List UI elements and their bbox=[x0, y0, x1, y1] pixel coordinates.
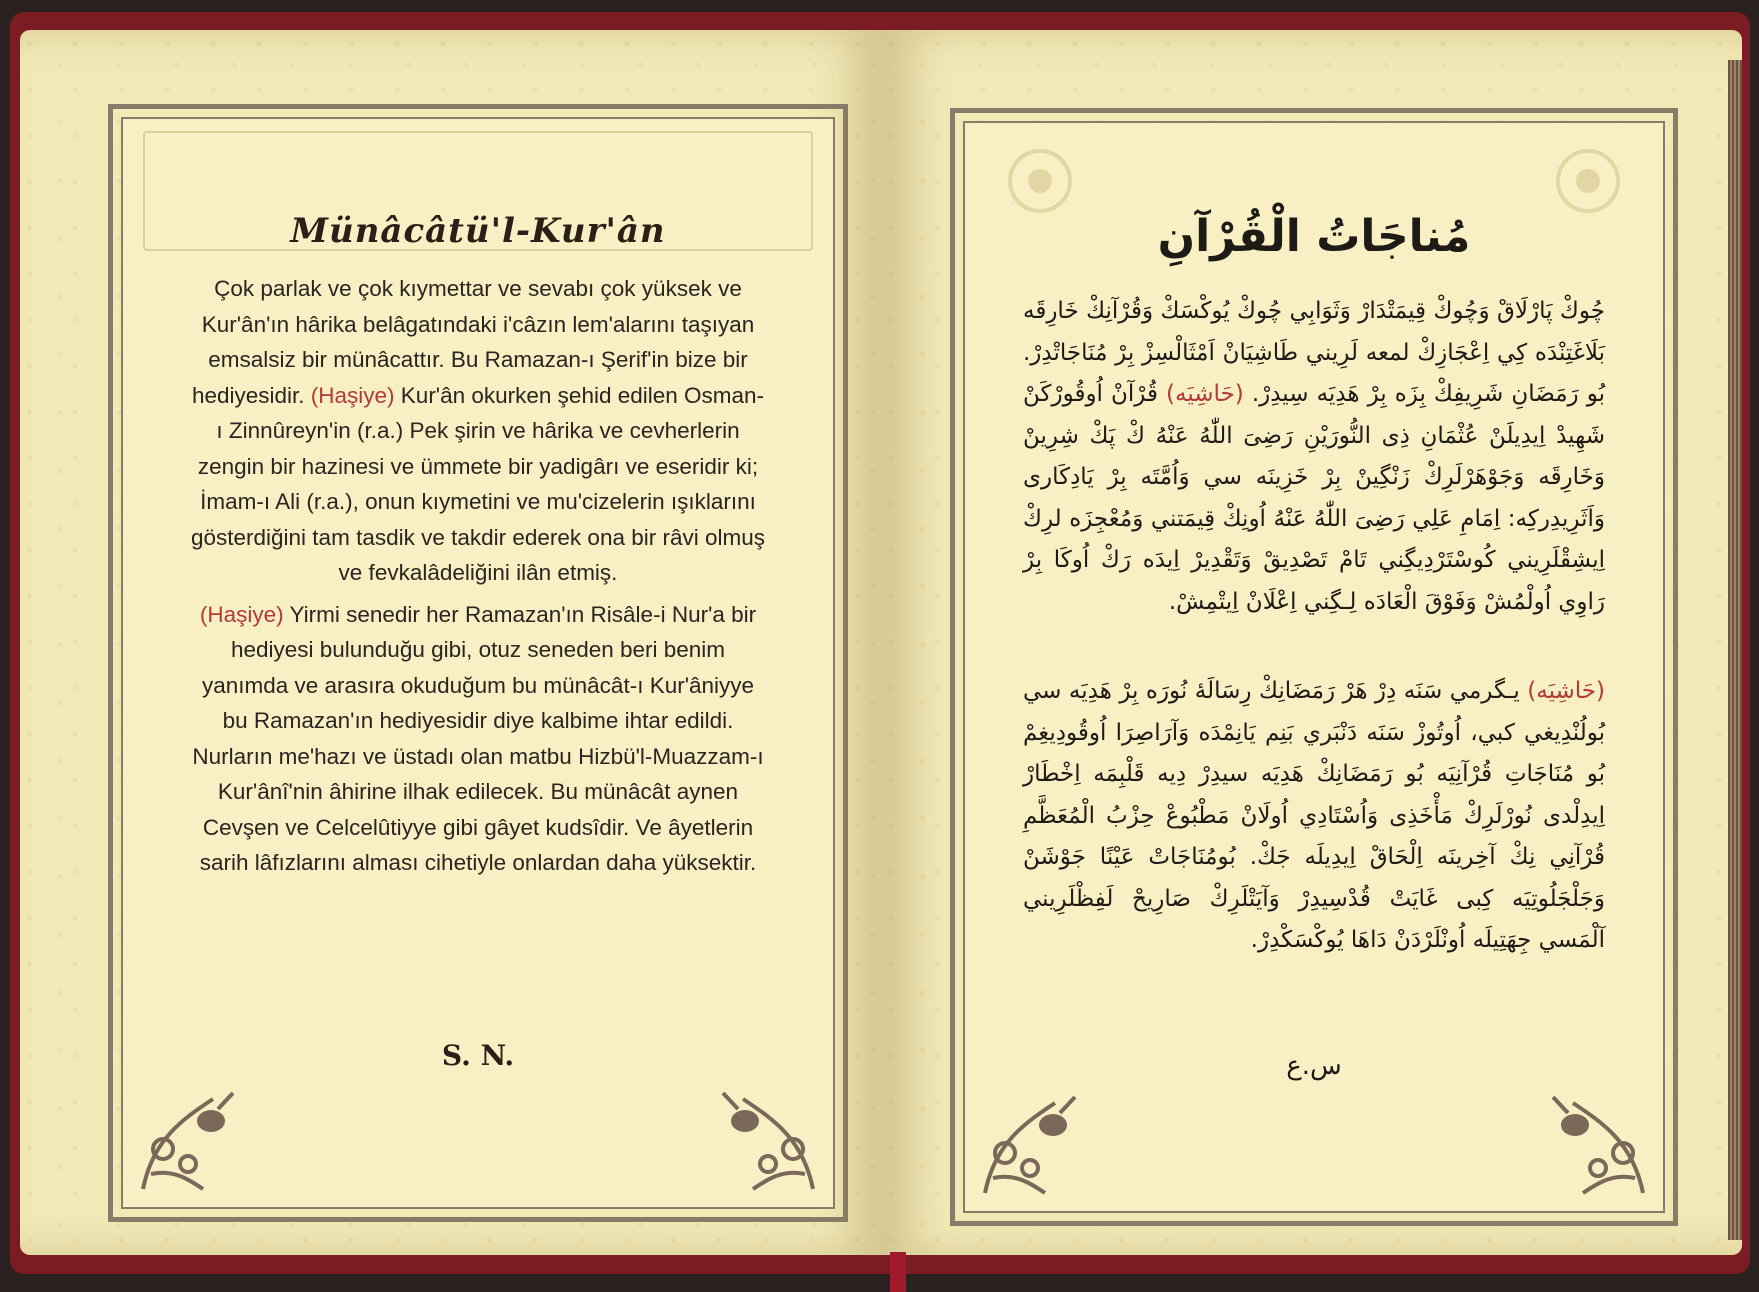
corner-ornament-icon bbox=[975, 1083, 1095, 1201]
left-signature: S. N. bbox=[441, 1039, 515, 1072]
corner-ornament-icon bbox=[1533, 1083, 1653, 1201]
hasiye-marker: (حَاشِيَه) bbox=[1527, 678, 1605, 704]
text-run: چُوكْ پَارْلَاقْ وَچُوكْ قِيمَتْدَارْ وَثَوَابِي چُوكْ يُوكْسَكْ وَقُرْآنِكْ خَارِقَه بَلَاغَتِنْدَه كِي اِعْجَازِكْ لمعه لَرِيني طَاشِيَانْ اَمْثَالْسِزْ بِرْ مُنَاجَاتْدِرْ. بُو رَمَضَانِ شَرِيفِكْ بِزَه بِرْ هَدِيَه سِيدِرْ. bbox=[1023, 298, 1605, 407]
text-run: قُرْآنْ اُوقُورْكَنْ شَهِيدْ اِيدِيلَنْ عُثْمَانِ ذِى النُّورَيْنِ رَضِىَ اللّٰهُ عَنْهُ كْ پَكْ شِرِينْ وَخَارِقَه وَجَوْهَرْلَرِكْ زَنْگِينْ بِرْ خَزِينَه سي وَاُمَّتَه بِرْ يَادِكَارى وَاَثَرِيدِركِه: اِمَامِ عَلِي رَضِىَ اللّٰهُ عَنْهُ اُونِكْ قِيمَتني وَمُعْجِزَه لرِكْ اِيشِقْلَرِيني كُوسْتَرْدِيگِني تَامْ تَصْدِيقْ وَتَقْدِيرْ اِيدَه رَكْ اُوكَا بِرْ رَاوِي اُولْمُشْ وَفَوْقَ الْعَادَه لِـگِني اِعْلَانْ اِيتْمِشْ. bbox=[1023, 381, 1605, 615]
text-run: Çok parlak ve çok kıymettar ve sevabı çok yüksek ve Kur'ân'ın hârika belâgatındaki i'câzın lem'alarını taşıyan emsalsiz bir münâcattır. Bu Ramazan-ı Şerif'in bize bir hediyesidir. bbox=[191, 276, 755, 408]
book-spread bbox=[10, 12, 1750, 1274]
page-edges bbox=[1728, 60, 1742, 1240]
right-paragraph-1 bbox=[1023, 291, 1605, 623]
hasiye-marker: (Haşiye) bbox=[310, 382, 395, 408]
hasiye-marker: (حَاشِيَه) bbox=[1166, 381, 1244, 407]
left-page-frame-inner bbox=[121, 117, 835, 1209]
right-page-frame-inner bbox=[963, 121, 1665, 1213]
hasiye-marker: (Haşiye) bbox=[199, 601, 284, 627]
text-run: يـگرمي سَنَه دِرْ هَرْ رَمَضَانِكْ رِسَالَهٔ نُورَه بِرْ هَدِيَه سي بُولُنْدِيغي كبي، اُوتُوزْ سَنَه دَنْبَري بَنِم يَانِمْدَه وَآرَاصِرَا اُوقُودِيغِمْ بُو مُنَاجَاتِ قُرْآنِيَه بُو رَمَضَانِكْ هَدِيَه سيدِرْ دِيه قَلْبِمَه اِخْطَارْ اِيدِلْدى نُورْلَرِكْ مَأْخَذِى وَاُسْتَادِي اُولَانْ مَطْبُوعْ حِزْبُ الْمُعَظَّمِ قُرْآنِي نِكْ آخِرينَه اِلْحَاقْ اِيدِيلَه جَكْ. بُومُنَاجَاتْ عَيْنًا جَوْشَنْ وَجَلْجَلُوتِيَه كِبى غَايَتْ قُدْسِيدِرْ وَآيَتْلَرِكْ صَارِيحْ لَفِظْلَرِيني آلْمَسي جِهَتِيلَه اُونْلَرْدَنْ دَاهَا يُوكْسَكْدِرْ. bbox=[1023, 678, 1605, 953]
corner-ornament-icon bbox=[703, 1079, 823, 1197]
corner-ornament-icon bbox=[133, 1079, 253, 1197]
left-page-body bbox=[189, 271, 767, 881]
text-run: Yirmi senedir her Ramazan'ın Risâle-i Nur'a bir hediyesi bulunduğu gibi, otuz seneden beri benim yanımda ve arasıra okuduğum bu münâcât-ı Kur'âniyye bu Ramazan'ın hediyesidir diye kalbime ihtar edildi. Nurların me'hazı ve üstadı olan matbu Hizbü'l-Muazzam-ı Kur'ânî'nin âhirine ilhak edilecek. Bu münâcât aynen Cevşen ve Celcelûtiyye gibi gâyet kudsîdir. Ve âyetlerin sarih lâfızlarını alması cihetiyle onlardan daha yüksektir. bbox=[192, 601, 764, 875]
right-page-frame bbox=[950, 108, 1678, 1226]
text-run: Kur'ân okurken şehid edilen Osman-ı Zinnûreyn'in (r.a.) Pek şirin ve hârika ve cevherlerin zengin bir hazinesi ve ümmete bir yadigârı ve eseridir ki; İmam-ı Ali (r.a.), onun kıymetini ve mu'cizelerin ışıklarını gösterdiğini tam tasdik ve takdir ederek ona bir râvi olmuş ve fevkalâdeliğini ilân etmiş. bbox=[190, 382, 765, 585]
left-page-title: Münâcâtü'l-Kur'ân bbox=[290, 211, 666, 251]
bookmark-ribbon bbox=[890, 1252, 906, 1292]
left-paragraph-2 bbox=[189, 597, 767, 881]
right-signature: س.ع bbox=[1286, 1051, 1342, 1081]
right-paragraph-2 bbox=[1023, 671, 1605, 962]
right-page-body bbox=[1023, 291, 1605, 962]
left-page-frame bbox=[108, 104, 848, 1222]
right-page-title: مُناجَاتُ الْقُرْآنِ bbox=[1157, 211, 1471, 262]
left-paragraph-1 bbox=[189, 271, 767, 591]
left-page bbox=[20, 30, 882, 1255]
right-page bbox=[882, 30, 1742, 1255]
